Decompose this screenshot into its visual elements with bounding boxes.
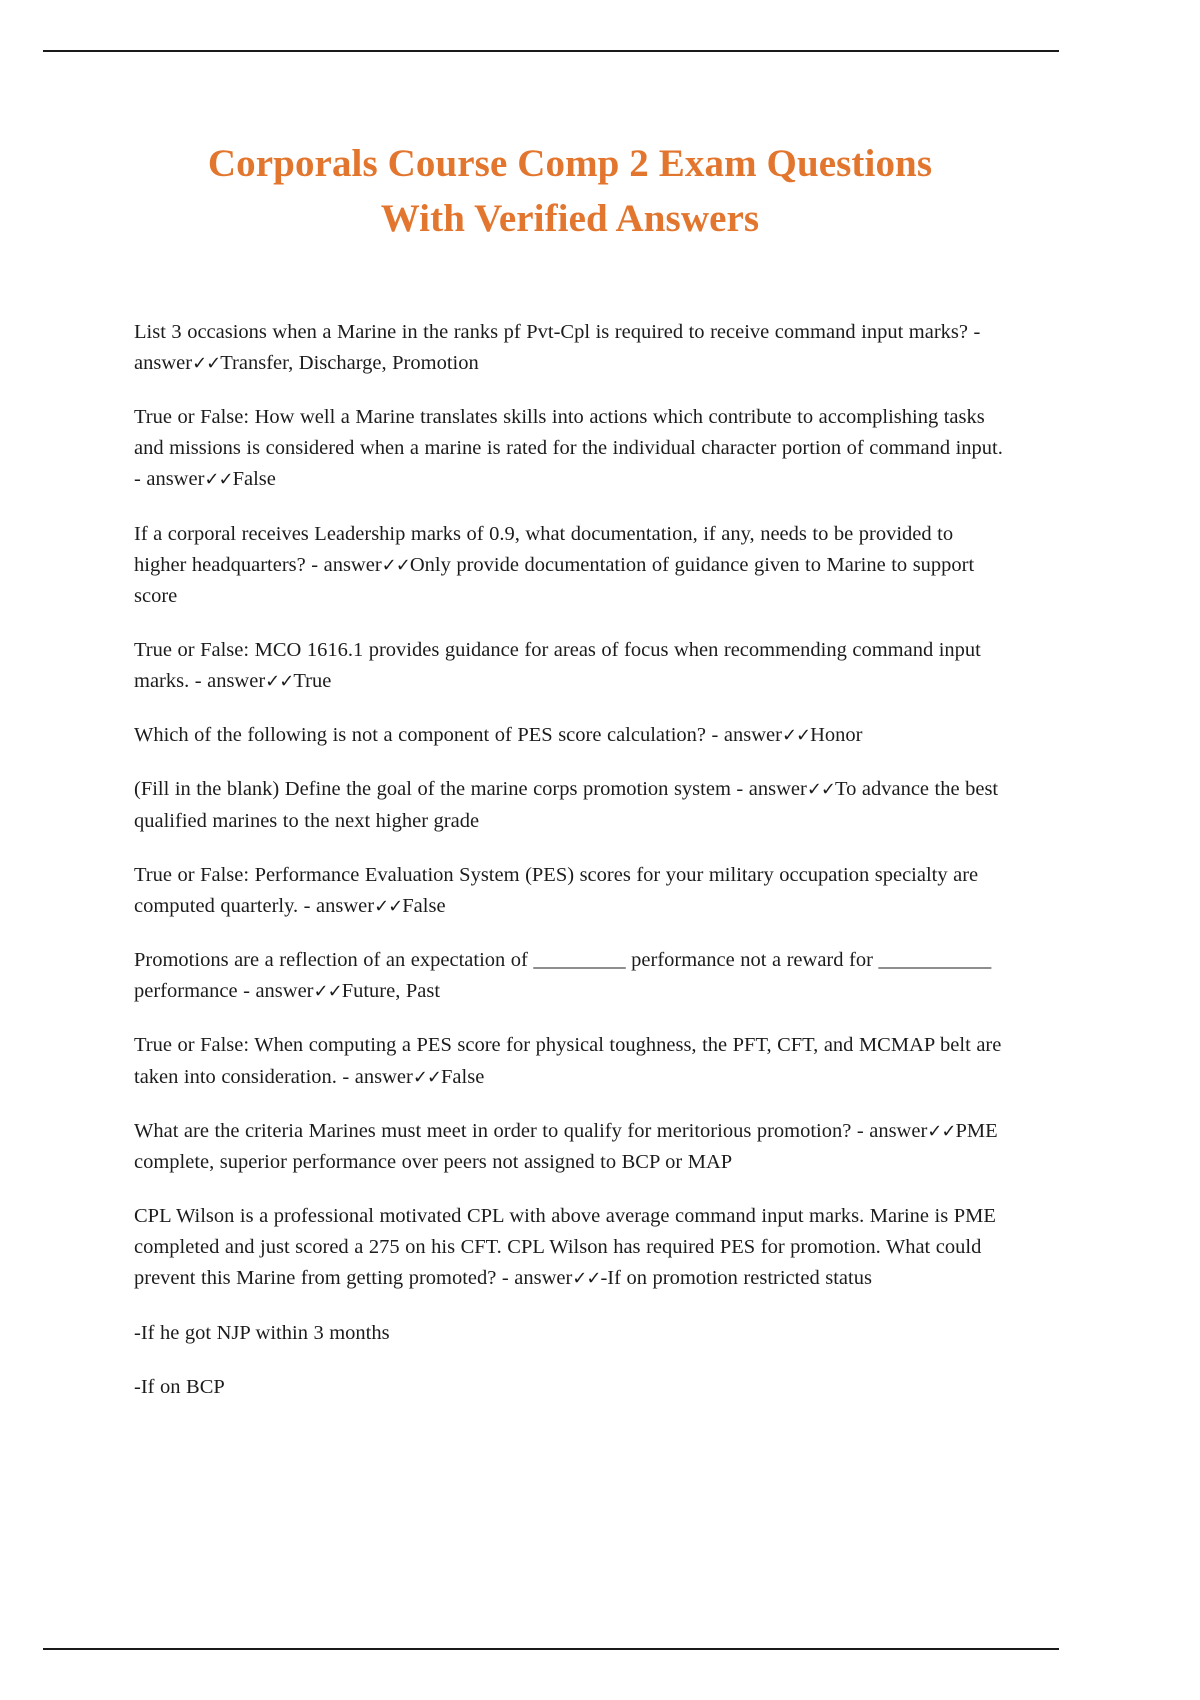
document-content [134, 136, 1006, 1403]
page-title-line-1: Corporals Course Comp 2 Exam Questions [207, 142, 933, 185]
qa-entry-1: List 3 occasions when a Marine in the ranks pf Pvt-Cpl is required to receive command input marks? - answer✓✓Transfer, Discharge, Promotion [134, 320, 981, 374]
footer-divider-rule [43, 1648, 1059, 1650]
qa-entry-9: True or False: When computing a PES score for physical toughness, the PFT, CFT, and MCMAP belt are taken into consideration. - answer✓✓False [134, 1034, 1002, 1088]
header-divider-rule [43, 50, 1059, 52]
answer-check-icon: ✓✓ [781, 725, 811, 747]
qa-entry-5: Which of the following is not a component of PES score calculation? - answer✓✓Honor [134, 724, 863, 747]
answer-check-icon: ✓✓ [204, 469, 233, 491]
qa-entry-12: -If he got NJP within 3 months [134, 1321, 390, 1344]
answer-check-icon: ✓✓ [381, 554, 410, 576]
question-answer-list [134, 317, 1006, 1403]
qa-entry-3: If a corporal receives Leadership marks of 0.9, what documentation, if any, needs to be provided to higher headquarters? - answer✓✓Only provide documentation of guidance given to Marine to support score [134, 522, 975, 607]
answer-check-icon: ✓✓ [265, 671, 294, 693]
qa-entry-8: Promotions are a reflection of an expectation of _________ performance not a reward for ___________ performance - answer✓✓Future, Past [134, 949, 992, 1003]
page-title-line-2: With Verified Answers [380, 197, 760, 241]
qa-entry-6: (Fill in the blank) Define the goal of the marine corps promotion system - answer✓✓To advance the best qualified marines to the next higher grade [134, 778, 999, 832]
qa-entry-13: -If on BCP [134, 1375, 225, 1398]
qa-entry-10: What are the criteria Marines must meet in order to qualify for meritorious promotion? - answer✓✓PME complete, superior performance over peers not assigned to BCP or MAP [134, 1119, 998, 1173]
answer-check-icon: ✓✓ [374, 895, 403, 917]
answer-check-icon: ✓✓ [572, 1268, 601, 1290]
qa-entry-4: True or False: MCO 1616.1 provides guidance for areas of focus when recommending command input marks. - answer✓✓True [134, 639, 981, 693]
answer-check-icon: ✓✓ [806, 779, 835, 801]
answer-check-icon: ✓✓ [927, 1120, 956, 1142]
answer-check-icon: ✓✓ [412, 1066, 442, 1088]
answer-check-icon: ✓✓ [313, 981, 342, 1003]
qa-entry-2: True or False: How well a Marine translates skills into actions which contribute to accomplishing tasks and missions is considered when a marine is rated for the individual character portion of command input. - answer✓✓False [134, 406, 1003, 491]
qa-entry-11: CPL Wilson is a professional motivated CPL with above average command input marks. Marine is PME completed and just scored a 275 on his CFT. CPL Wilson has required PES for promotion. What could prevent this Marine from getting promoted? - answer✓✓-If on promotion restricted status [134, 1205, 996, 1290]
page-title [134, 136, 1006, 247]
qa-entry-7: True or False: Performance Evaluation System (PES) scores for your military occupation specialty are computed quarterly. - answer✓✓False [134, 863, 979, 917]
answer-check-icon: ✓✓ [192, 352, 221, 374]
